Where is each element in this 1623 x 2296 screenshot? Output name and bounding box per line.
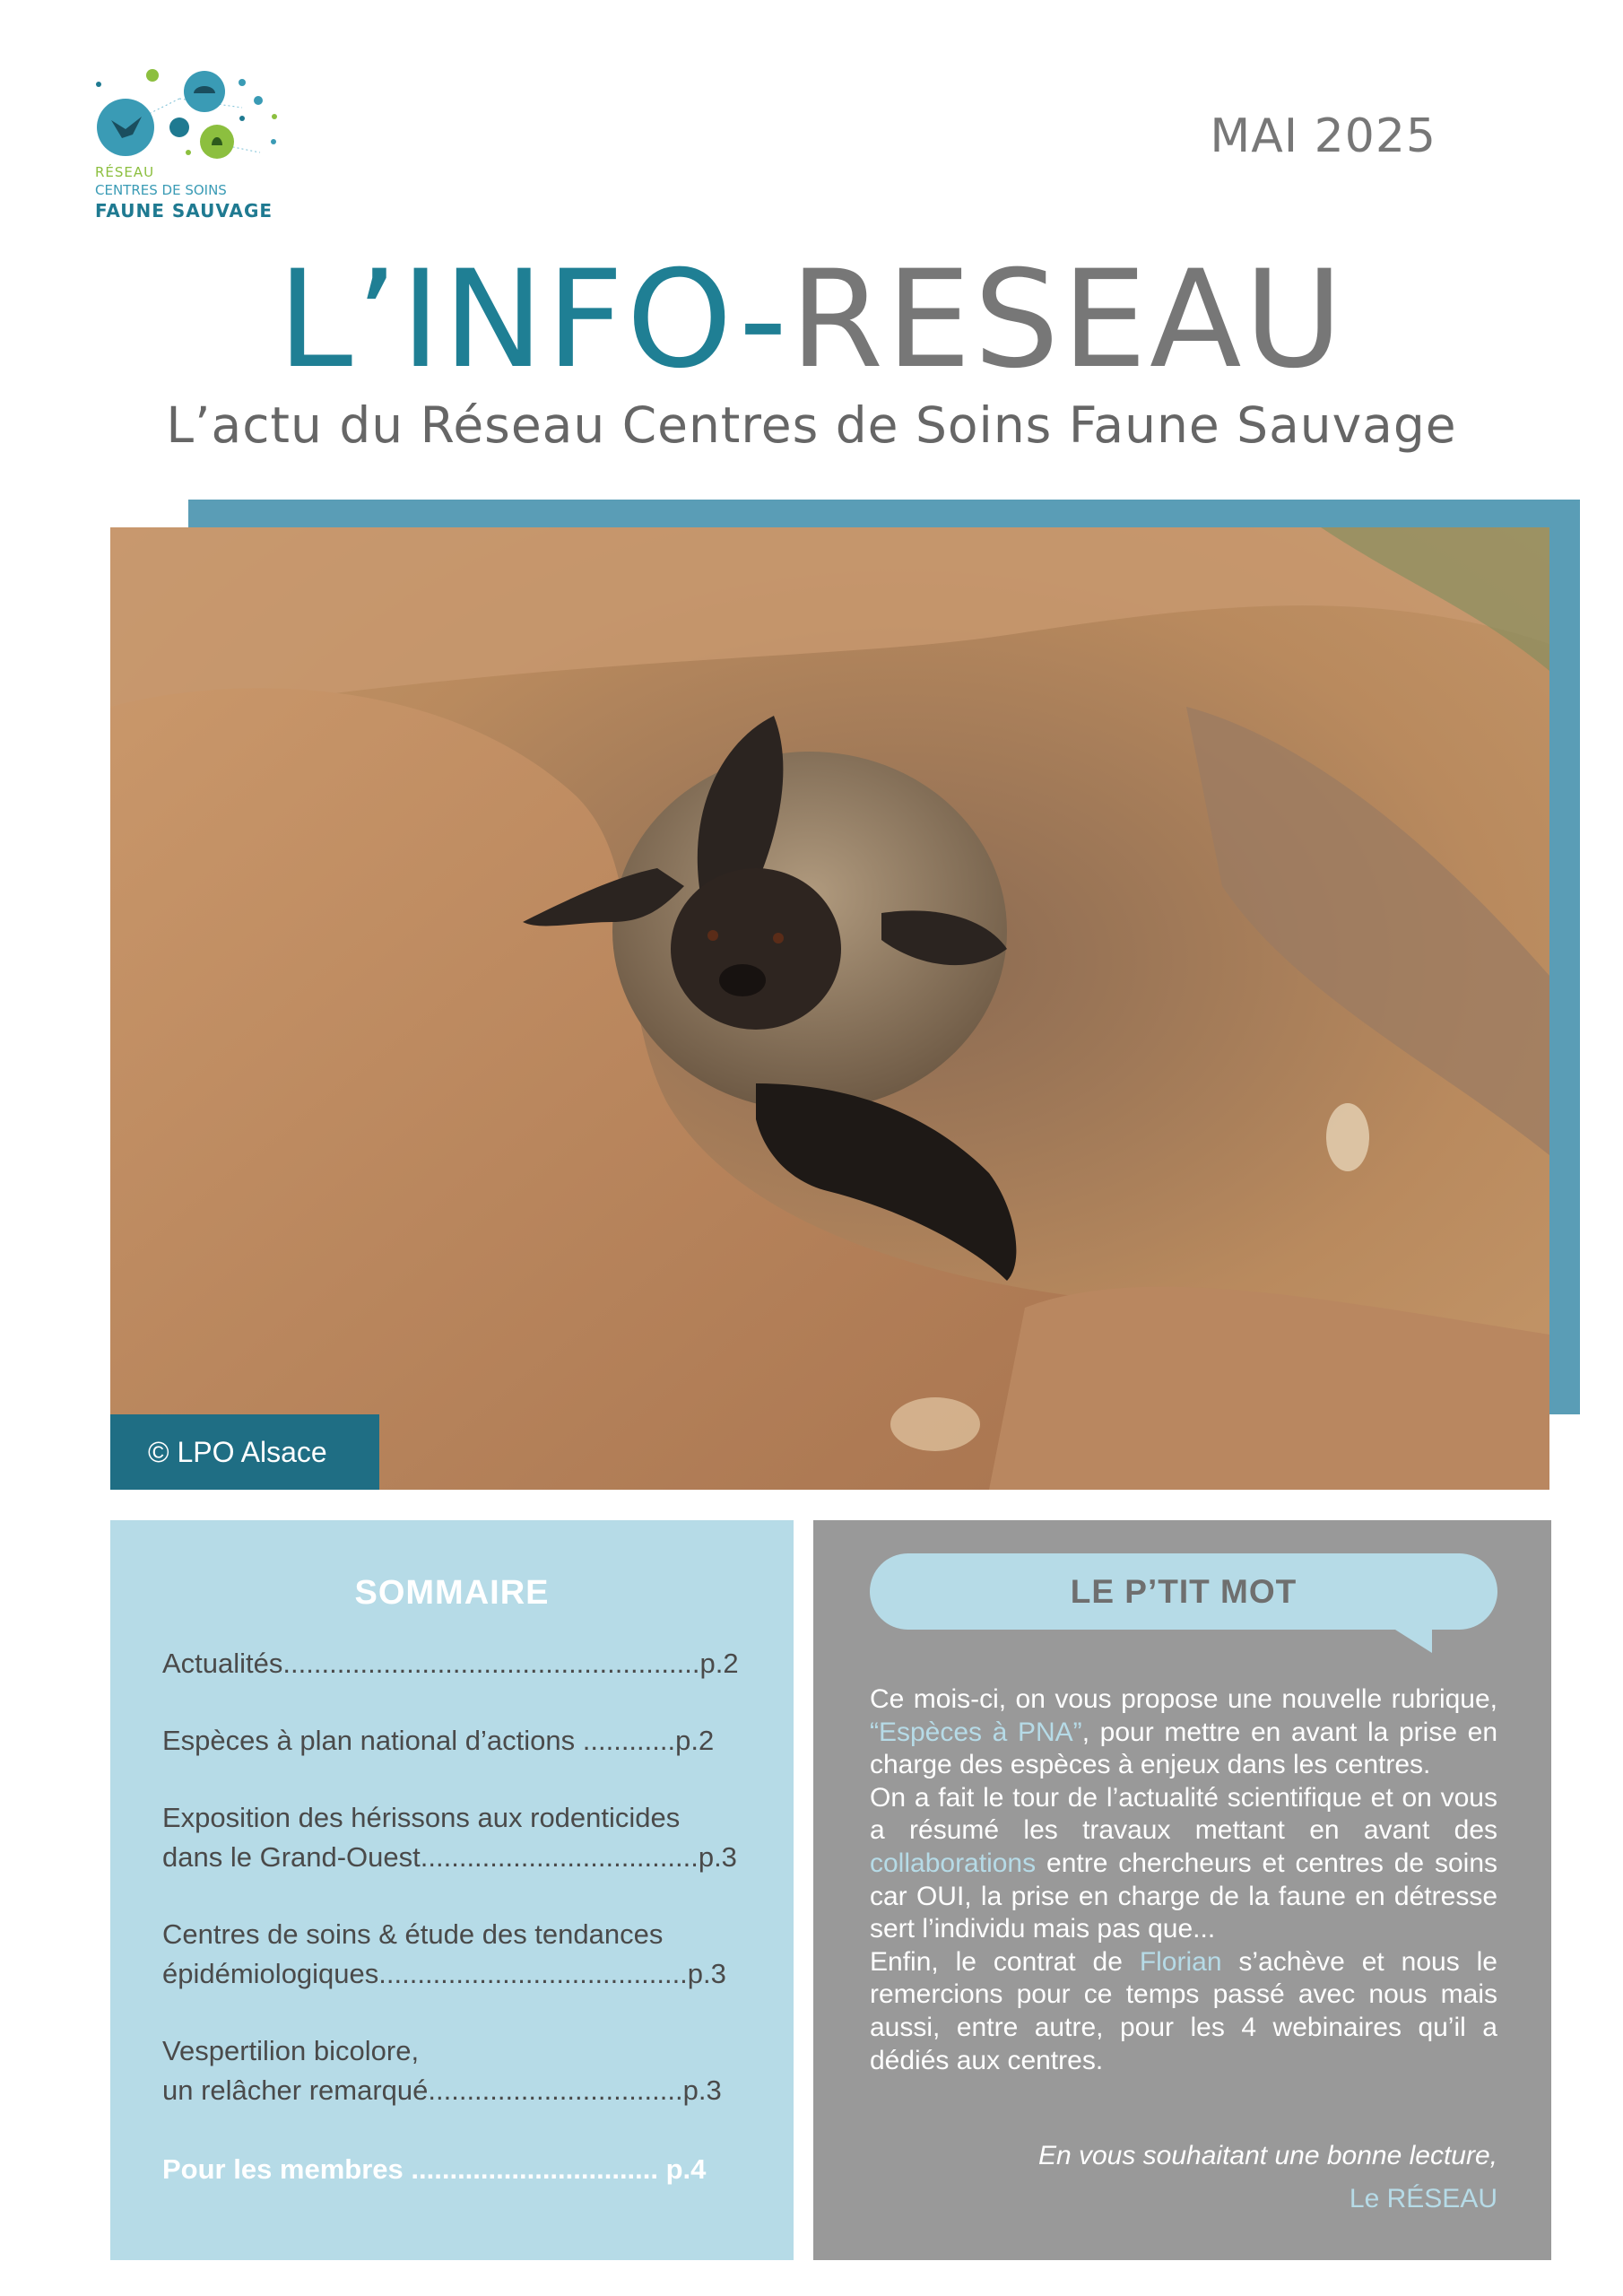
toc-item-membres[interactable] xyxy=(162,2150,759,2189)
editorial-paragraph-2 xyxy=(870,1782,1497,1946)
toc-line: Vespertilion bicolore, xyxy=(162,2035,420,2066)
editorial-panel xyxy=(813,1520,1551,2260)
logo-bubbles-icon xyxy=(90,63,296,161)
toc-item-epidemiologie[interactable] xyxy=(162,1915,759,1994)
toc-line: épidémiologiques........................................p.3 xyxy=(162,1958,726,1989)
title-part-2: RESEAU xyxy=(789,242,1346,398)
toc-line: un relâcher remarqué.................................p.3 xyxy=(162,2074,722,2106)
newsletter-subtitle: L’actu du Réseau Centres de Soins Faune Sauvage xyxy=(166,396,1457,454)
network-logo xyxy=(90,63,296,233)
toc-item-herissons[interactable] xyxy=(162,1798,759,1877)
logo-line-1: RÉSEAU xyxy=(95,164,155,180)
toc-line: Espèces à plan national d’actions ............p.2 xyxy=(162,1725,715,1756)
editorial-paragraph-1 xyxy=(870,1683,1497,1782)
issue-date: MAI 2025 xyxy=(1210,109,1436,163)
toc-item-especes-pna[interactable] xyxy=(162,1721,759,1761)
logo-line-3: FAUNE SAUVAGE xyxy=(95,200,273,222)
editorial-text xyxy=(870,1683,1497,2077)
toc-line: Actualités......................................................p.2 xyxy=(162,1648,739,1679)
toc-line: Pour les membres ................................ p.4 xyxy=(162,2153,707,2185)
text-run: Enfin, le contrat de xyxy=(870,1946,1140,1977)
text-run: On a fait le tour de l’actualité scientifique et on vous a résumé les travaux mettant en avant des xyxy=(870,1782,1497,1846)
table-of-contents xyxy=(110,1520,794,2260)
highlight-florian: Florian xyxy=(1139,1946,1222,1977)
photo-credit: © LPO Alsace xyxy=(110,1414,379,1490)
text-run: Ce mois-ci, on vous propose une nouvelle rubrique, xyxy=(870,1684,1497,1714)
signature: Le RÉSEAU xyxy=(1349,2184,1497,2213)
toc-item-actualites[interactable] xyxy=(162,1644,759,1683)
toc-line: dans le Grand-Ouest....................................p.3 xyxy=(162,1841,737,1873)
toc-item-vespertilion[interactable] xyxy=(162,2031,759,2110)
toc-line: Centres de soins & étude des tendances xyxy=(162,1918,664,1950)
toc-line: Exposition des hérissons aux rodenticides xyxy=(162,1802,681,1833)
text-run: , pour mettre en avant la prise en charge des espèces à enjeux dans les centres. xyxy=(870,1717,1497,1780)
bat-photo xyxy=(110,527,1549,1490)
text-run: entre chercheurs et centres de soins car OUI, la prise en charge de la faune en détresse sert l’individu mais pas que... xyxy=(870,1848,1497,1944)
speech-bubble xyxy=(870,1553,1497,1630)
toc-title: SOMMAIRE xyxy=(354,1574,550,1612)
editorial-paragraph-3 xyxy=(870,1946,1497,2077)
text-run: s’achève et nous le remercions pour ce temps passé avec nous mais aussi, entre autre, pour les 4 webinaires qu’il a dédiés aux centres. xyxy=(870,1946,1497,2075)
title-part-1: L’INFO- xyxy=(277,242,790,398)
editorial-title: LE P’TIT MOT xyxy=(1070,1573,1298,1610)
logo-line-2: CENTRES DE SOINS xyxy=(95,182,227,198)
highlight-collaborations: collaborations xyxy=(870,1848,1037,1878)
closing-line: En vous souhaitant une bonne lecture, xyxy=(1037,2141,1497,2170)
newsletter-title xyxy=(0,242,1623,398)
highlight-especes-pna: “Espèces à PNA” xyxy=(870,1717,1082,1747)
bat-illustration-icon xyxy=(110,527,1549,1490)
